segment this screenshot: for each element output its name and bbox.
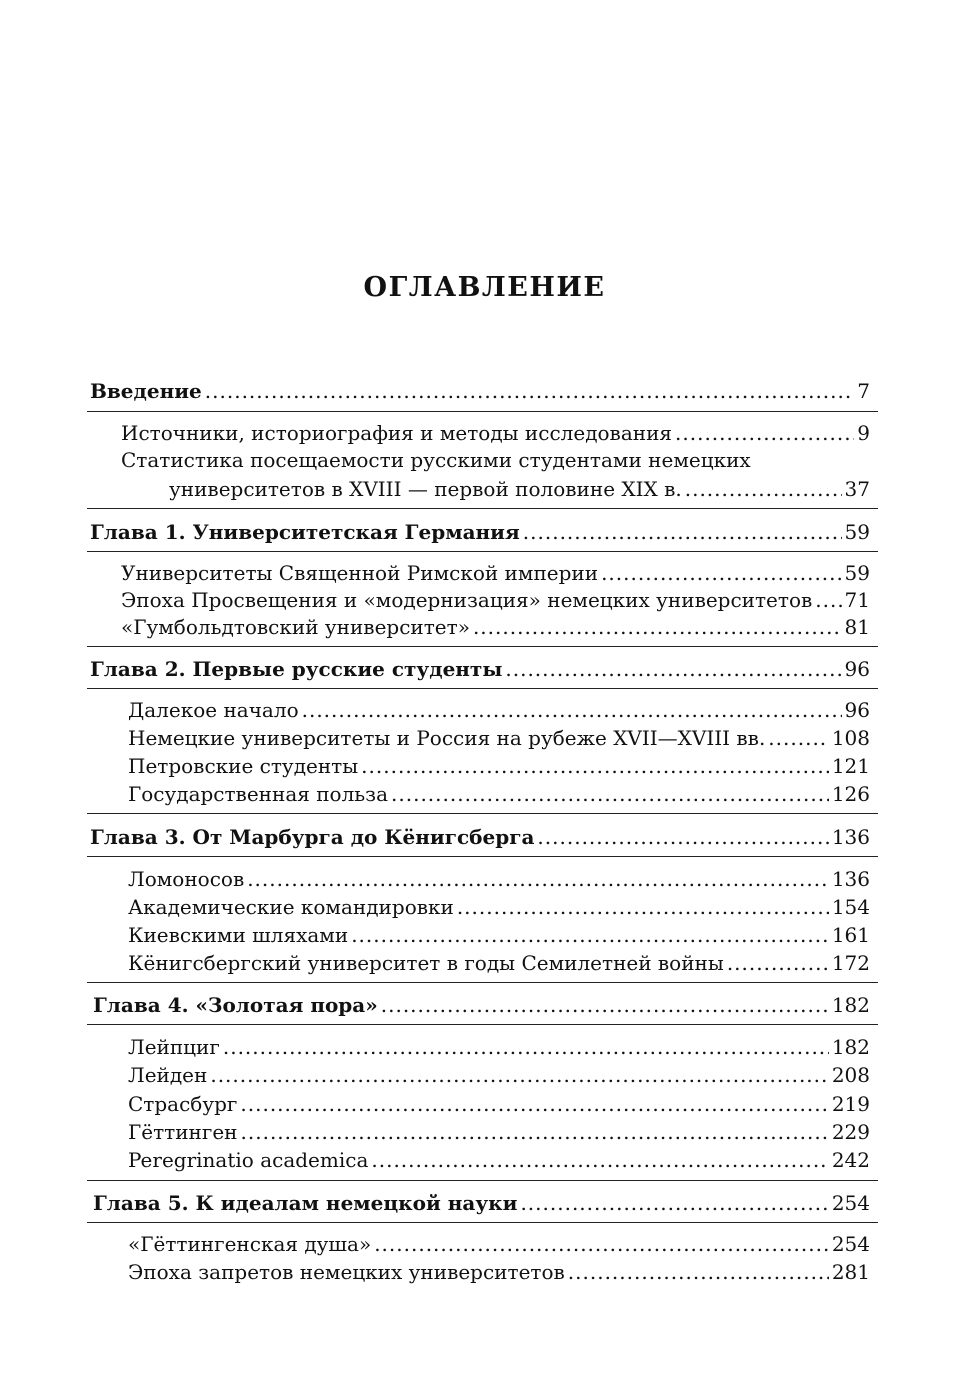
toc-chapter-title: Глава 2. Первые русские студенты (90, 657, 503, 681)
divider (87, 508, 878, 509)
toc-page-number: 96 (844, 657, 870, 681)
toc-entry-title: Государственная польза (128, 782, 389, 806)
toc-subentry[interactable] (128, 1091, 870, 1117)
divider (87, 646, 878, 647)
toc-page-number: 71 (844, 588, 870, 612)
toc-page-number: 96 (844, 698, 870, 722)
toc-subentry[interactable] (128, 753, 870, 779)
toc-chapter-1[interactable] (90, 519, 870, 545)
toc-leader (361, 753, 829, 779)
toc-entry-title: университетов в XVIII — первой половине XIX в. (169, 477, 682, 501)
toc-subentry[interactable] (128, 866, 870, 892)
toc-page-number: 242 (831, 1148, 870, 1172)
toc-page-number: 182 (831, 1035, 870, 1059)
toc-page-number: 172 (831, 951, 870, 975)
toc-leader (351, 922, 829, 948)
toc-page-number: 136 (831, 867, 870, 891)
toc-leader (205, 378, 854, 404)
toc-entry-title: Эпоха запретов немецких университетов (128, 1260, 565, 1284)
divider (87, 813, 878, 814)
toc-leader (210, 1062, 828, 1088)
toc-page-number: 59 (844, 520, 870, 544)
toc-entry-title: Эпоха Просвещения и «модернизация» немецких университетов (121, 588, 813, 612)
page-title: ОГЛАВЛЕНИЕ (363, 272, 606, 303)
toc-entry-title: Лейден (128, 1063, 208, 1087)
toc-page-number: 208 (831, 1063, 870, 1087)
toc-entry-title: Университеты Священной Римской империи (121, 561, 599, 585)
toc-leader (520, 1190, 828, 1216)
toc-page-number: 126 (831, 782, 870, 806)
divider (87, 1024, 878, 1025)
toc-entry-title: Кёнигсбергский университет в годы Семилетней войны (128, 951, 724, 975)
toc-entry-title: Академические командировки (128, 895, 454, 919)
toc-chapter-5[interactable] (93, 1190, 870, 1216)
toc-page-number: 121 (831, 754, 870, 778)
toc-subentry[interactable] (121, 587, 870, 613)
toc-page-number: 254 (831, 1232, 870, 1256)
toc-subentry-line1[interactable]: Статистика посещаемости русскими студентами немецких (121, 448, 751, 472)
toc-leader (371, 1147, 828, 1173)
divider (87, 688, 878, 689)
toc-leader (505, 656, 841, 682)
toc-leader (675, 420, 854, 446)
toc-leader (685, 476, 842, 502)
toc-entry-intro[interactable] (90, 378, 870, 404)
toc-leader (768, 725, 829, 751)
toc-entry-title: Введение (90, 379, 202, 403)
toc-page-number: 59 (844, 561, 870, 585)
toc-page-number: 9 (857, 421, 870, 445)
toc-chapter-title: Глава 4. «Золотая пора» (93, 993, 378, 1017)
toc-page-number: 161 (831, 923, 870, 947)
toc-subentry[interactable] (121, 420, 870, 446)
toc-page-number: 219 (831, 1092, 870, 1116)
toc-subentry[interactable] (128, 1034, 870, 1060)
toc-page-number: 81 (844, 615, 870, 639)
toc-leader (473, 614, 842, 640)
toc-leader (391, 781, 829, 807)
toc-subentry[interactable] (121, 560, 870, 586)
toc-chapter-2[interactable] (90, 656, 870, 682)
toc-entry-title: Страсбург (128, 1092, 238, 1116)
toc-chapter-title: Глава 3. От Марбурга до Кёнигсберга (90, 825, 535, 849)
toc-page-number: 229 (831, 1120, 870, 1144)
toc-chapter-4[interactable] (93, 992, 870, 1018)
divider (87, 982, 878, 983)
toc-leader (601, 560, 841, 586)
toc-page-number: 254 (831, 1191, 870, 1215)
toc-entry-title: «Гёттингенская душа» (128, 1232, 372, 1256)
toc-subentry[interactable] (128, 950, 870, 976)
toc-leader (240, 1091, 828, 1117)
toc-leader (523, 519, 842, 545)
divider (87, 551, 878, 552)
toc-subentry[interactable] (128, 781, 870, 807)
toc-subentry[interactable] (128, 1147, 870, 1173)
toc-subentry[interactable] (128, 1062, 870, 1088)
divider (87, 1180, 878, 1181)
toc-page-number: 108 (831, 726, 870, 750)
toc-entry-title: Киевскими шляхами (128, 923, 349, 947)
toc-subentry-line2[interactable] (169, 476, 870, 502)
toc-subentry[interactable] (128, 1259, 870, 1285)
toc-entry-title: Петровские студенты (128, 754, 359, 778)
toc-entry-title: Немецкие университеты и Россия на рубеже XVII—XVIII вв. (128, 726, 766, 750)
toc-chapter-title: Глава 1. Университетская Германия (90, 520, 520, 544)
toc-entry-title: Peregrinatio academica (128, 1148, 369, 1172)
toc-subentry[interactable] (128, 1231, 870, 1257)
toc-leader (247, 866, 829, 892)
toc-subentry[interactable] (121, 614, 870, 640)
toc-leader (374, 1231, 829, 1257)
toc-entry-title: «Гумбольдтовский университет» (121, 615, 470, 639)
toc-page-number: 281 (831, 1260, 870, 1284)
divider (87, 856, 878, 857)
toc-page-number: 136 (831, 825, 870, 849)
toc-leader (568, 1259, 829, 1285)
toc-entry-title: Источники, историография и методы исследования (121, 421, 673, 445)
toc-subentry[interactable] (128, 894, 870, 920)
toc-chapter-3[interactable] (90, 824, 870, 850)
toc-page-number: 37 (844, 477, 870, 501)
toc-page-number: 7 (857, 379, 870, 403)
toc-chapter-title: Глава 5. К идеалам немецкой науки (93, 1191, 518, 1215)
toc-entry-title: Гёттинген (128, 1120, 238, 1144)
toc-subentry[interactable] (128, 725, 870, 751)
toc-entry-title: Далекое начало (128, 698, 299, 722)
toc-page-number: 154 (831, 895, 870, 919)
toc-leader (537, 824, 828, 850)
divider (87, 1222, 878, 1223)
toc-page-number: 182 (831, 993, 870, 1017)
toc-subentry[interactable] (128, 697, 870, 723)
toc-leader (223, 1034, 829, 1060)
toc-entry-title: Ломоносов (128, 867, 245, 891)
toc-leader (727, 950, 829, 976)
toc-leader (457, 894, 829, 920)
toc-entry-title: Лейпциг (128, 1035, 220, 1059)
toc-leader (381, 992, 829, 1018)
toc-leader (241, 1119, 829, 1145)
toc-subentry[interactable] (128, 1119, 870, 1145)
toc-leader (815, 587, 841, 613)
divider (87, 411, 878, 412)
toc-leader (302, 697, 842, 723)
toc-subentry[interactable] (128, 922, 870, 948)
